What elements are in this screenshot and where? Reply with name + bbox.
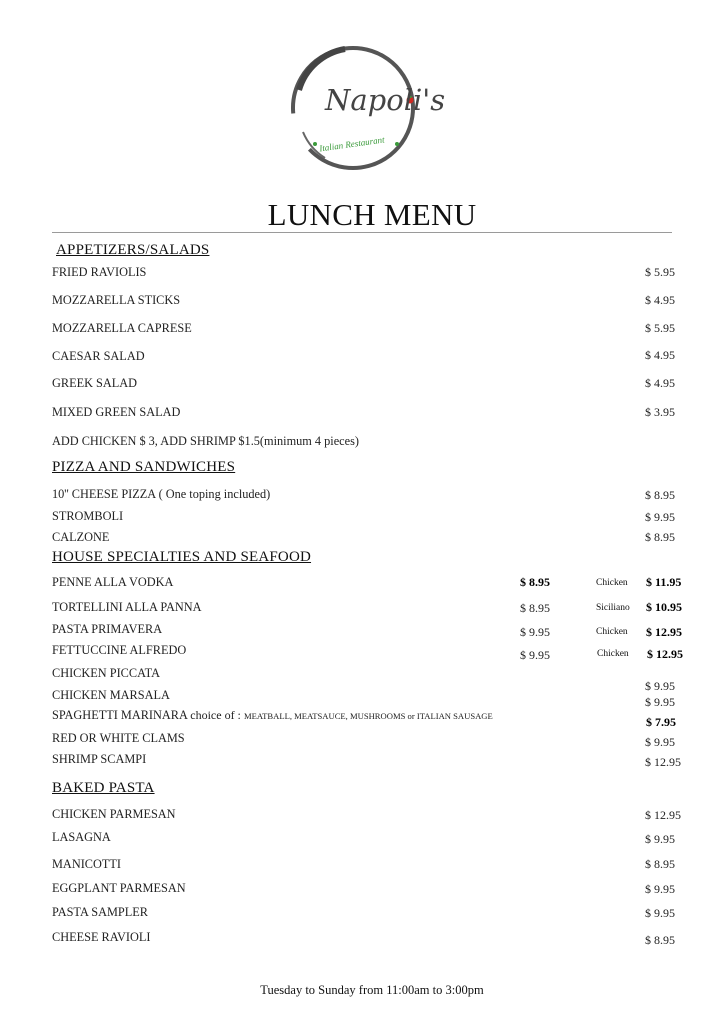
menu-item-name: FRIED RAVIOLIS xyxy=(52,265,147,279)
title-divider xyxy=(52,232,672,233)
option-label: Siciliano xyxy=(596,603,630,613)
menu-item-name: CHEESE RAVIOLI xyxy=(52,930,151,944)
menu-item-name: CHICKEN MARSALA xyxy=(52,688,170,702)
menu-item-name: CHICKEN PICCATA xyxy=(52,666,160,680)
menu-item-price: $ 9.95 xyxy=(645,882,675,896)
menu-item-name: CAESAR SALAD xyxy=(52,349,145,363)
menu-item-price: $ 3.95 xyxy=(645,405,675,419)
choice-label: choice of : xyxy=(190,708,241,722)
menu-item-name: CALZONE xyxy=(52,530,110,544)
menu-item-price: $ 4.95 xyxy=(645,293,675,307)
menu-item-name: PASTA SAMPLER xyxy=(52,905,148,919)
menu-item-name: MOZZARELLA STICKS xyxy=(52,293,181,307)
option-price: $ 12.95 xyxy=(647,647,683,661)
option-label: Chicken xyxy=(596,578,628,588)
menu-item-name: MIXED GREEN SALAD xyxy=(52,405,181,419)
menu-item-name: CHICKEN PARMESAN xyxy=(52,807,176,821)
menu-item-price: $ 5.95 xyxy=(645,265,675,279)
menu-item-price: $ 12.95 xyxy=(645,808,681,822)
menu-item-price: $ 9.95 xyxy=(645,906,675,920)
menu-item-price: $ 9.95 xyxy=(520,648,550,662)
add-on-note: ADD CHICKEN $ 3, ADD SHRIMP $1.5(minimum 4 pieces) xyxy=(52,434,359,448)
page-title: LUNCH MENU xyxy=(267,197,477,232)
menu-item-name: SHRIMP SCAMPI xyxy=(52,752,147,766)
menu-item-name: RED OR WHITE CLAMS xyxy=(52,731,185,745)
menu-item-name: TORTELLINI ALLA PANNA xyxy=(52,600,202,614)
menu-item-price: $ 4.95 xyxy=(645,376,675,390)
menu-item-name: FETTUCCINE ALFREDO xyxy=(52,643,187,657)
menu-item-name: EGGPLANT PARMESAN xyxy=(52,881,186,895)
menu-item-price: $ 9.95 xyxy=(645,510,675,524)
section-heading-appetizers: APPETIZERS/SALADS xyxy=(56,242,210,258)
menu-item-name: PASTA PRIMAVERA xyxy=(52,622,163,636)
menu-item-price: $ 9.95 xyxy=(645,679,675,693)
menu-item-price: $ 9.95 xyxy=(645,695,675,709)
menu-item-name: GREEK SALAD xyxy=(52,376,138,390)
menu-item-price: $ 9.95 xyxy=(645,832,675,846)
menu-item-price: $ 8.95 xyxy=(520,601,550,615)
logo-tagline: Italian Restaurant xyxy=(318,134,386,154)
option-label: Chicken xyxy=(596,627,628,637)
menu-item-price: $ 5.95 xyxy=(645,321,675,335)
section-heading-house: HOUSE SPECIALTIES AND SEAFOOD xyxy=(52,549,312,565)
option-price: $ 12.95 xyxy=(646,625,682,639)
menu-item-price: $ 7.95 xyxy=(646,715,676,729)
menu-item-price: $ 8.95 xyxy=(645,857,675,871)
menu-item-name: MOZZARELLA CAPRESE xyxy=(52,321,192,335)
menu-item-name: PENNE ALLA VODKA xyxy=(52,575,174,589)
menu-item-price: $ 9.95 xyxy=(645,735,675,749)
hours-footer: Tuesday to Sunday from 11:00am to 3:00pm xyxy=(260,983,484,997)
menu-item-price: $ 8.95 xyxy=(645,530,675,544)
menu-item-name: 10'' CHEESE PIZZA ( One toping included) xyxy=(52,487,271,501)
menu-item-price: $ 8.95 xyxy=(520,575,550,589)
menu-item-name: SPAGHETTI MARINARA xyxy=(52,708,188,722)
menu-item-price: $ 12.95 xyxy=(645,755,681,769)
menu-item-price: $ 4.95 xyxy=(645,348,675,362)
option-label: Chicken xyxy=(597,649,629,659)
menu-item-price: $ 8.95 xyxy=(645,933,675,947)
section-heading-baked: BAKED PASTA xyxy=(52,780,155,796)
menu-item-name: LASAGNA xyxy=(52,830,111,844)
section-heading-pizza: PIZZA AND SANDWICHES xyxy=(52,459,236,475)
menu-item-price: $ 8.95 xyxy=(645,488,675,502)
menu-item-name: MANICOTTI xyxy=(52,857,121,871)
menu-item-price: $ 9.95 xyxy=(520,625,550,639)
menu-item-spaghetti xyxy=(52,708,493,723)
option-price: $ 11.95 xyxy=(646,575,682,589)
logo-name: Napoli's xyxy=(325,83,446,117)
option-price: $ 10.95 xyxy=(646,600,682,614)
choice-options: MEATBALL, MEATSAUCE, MUSHROOMS or ITALIAN SAUSAGE xyxy=(243,711,493,721)
menu-item-name: STROMBOLI xyxy=(52,509,124,523)
